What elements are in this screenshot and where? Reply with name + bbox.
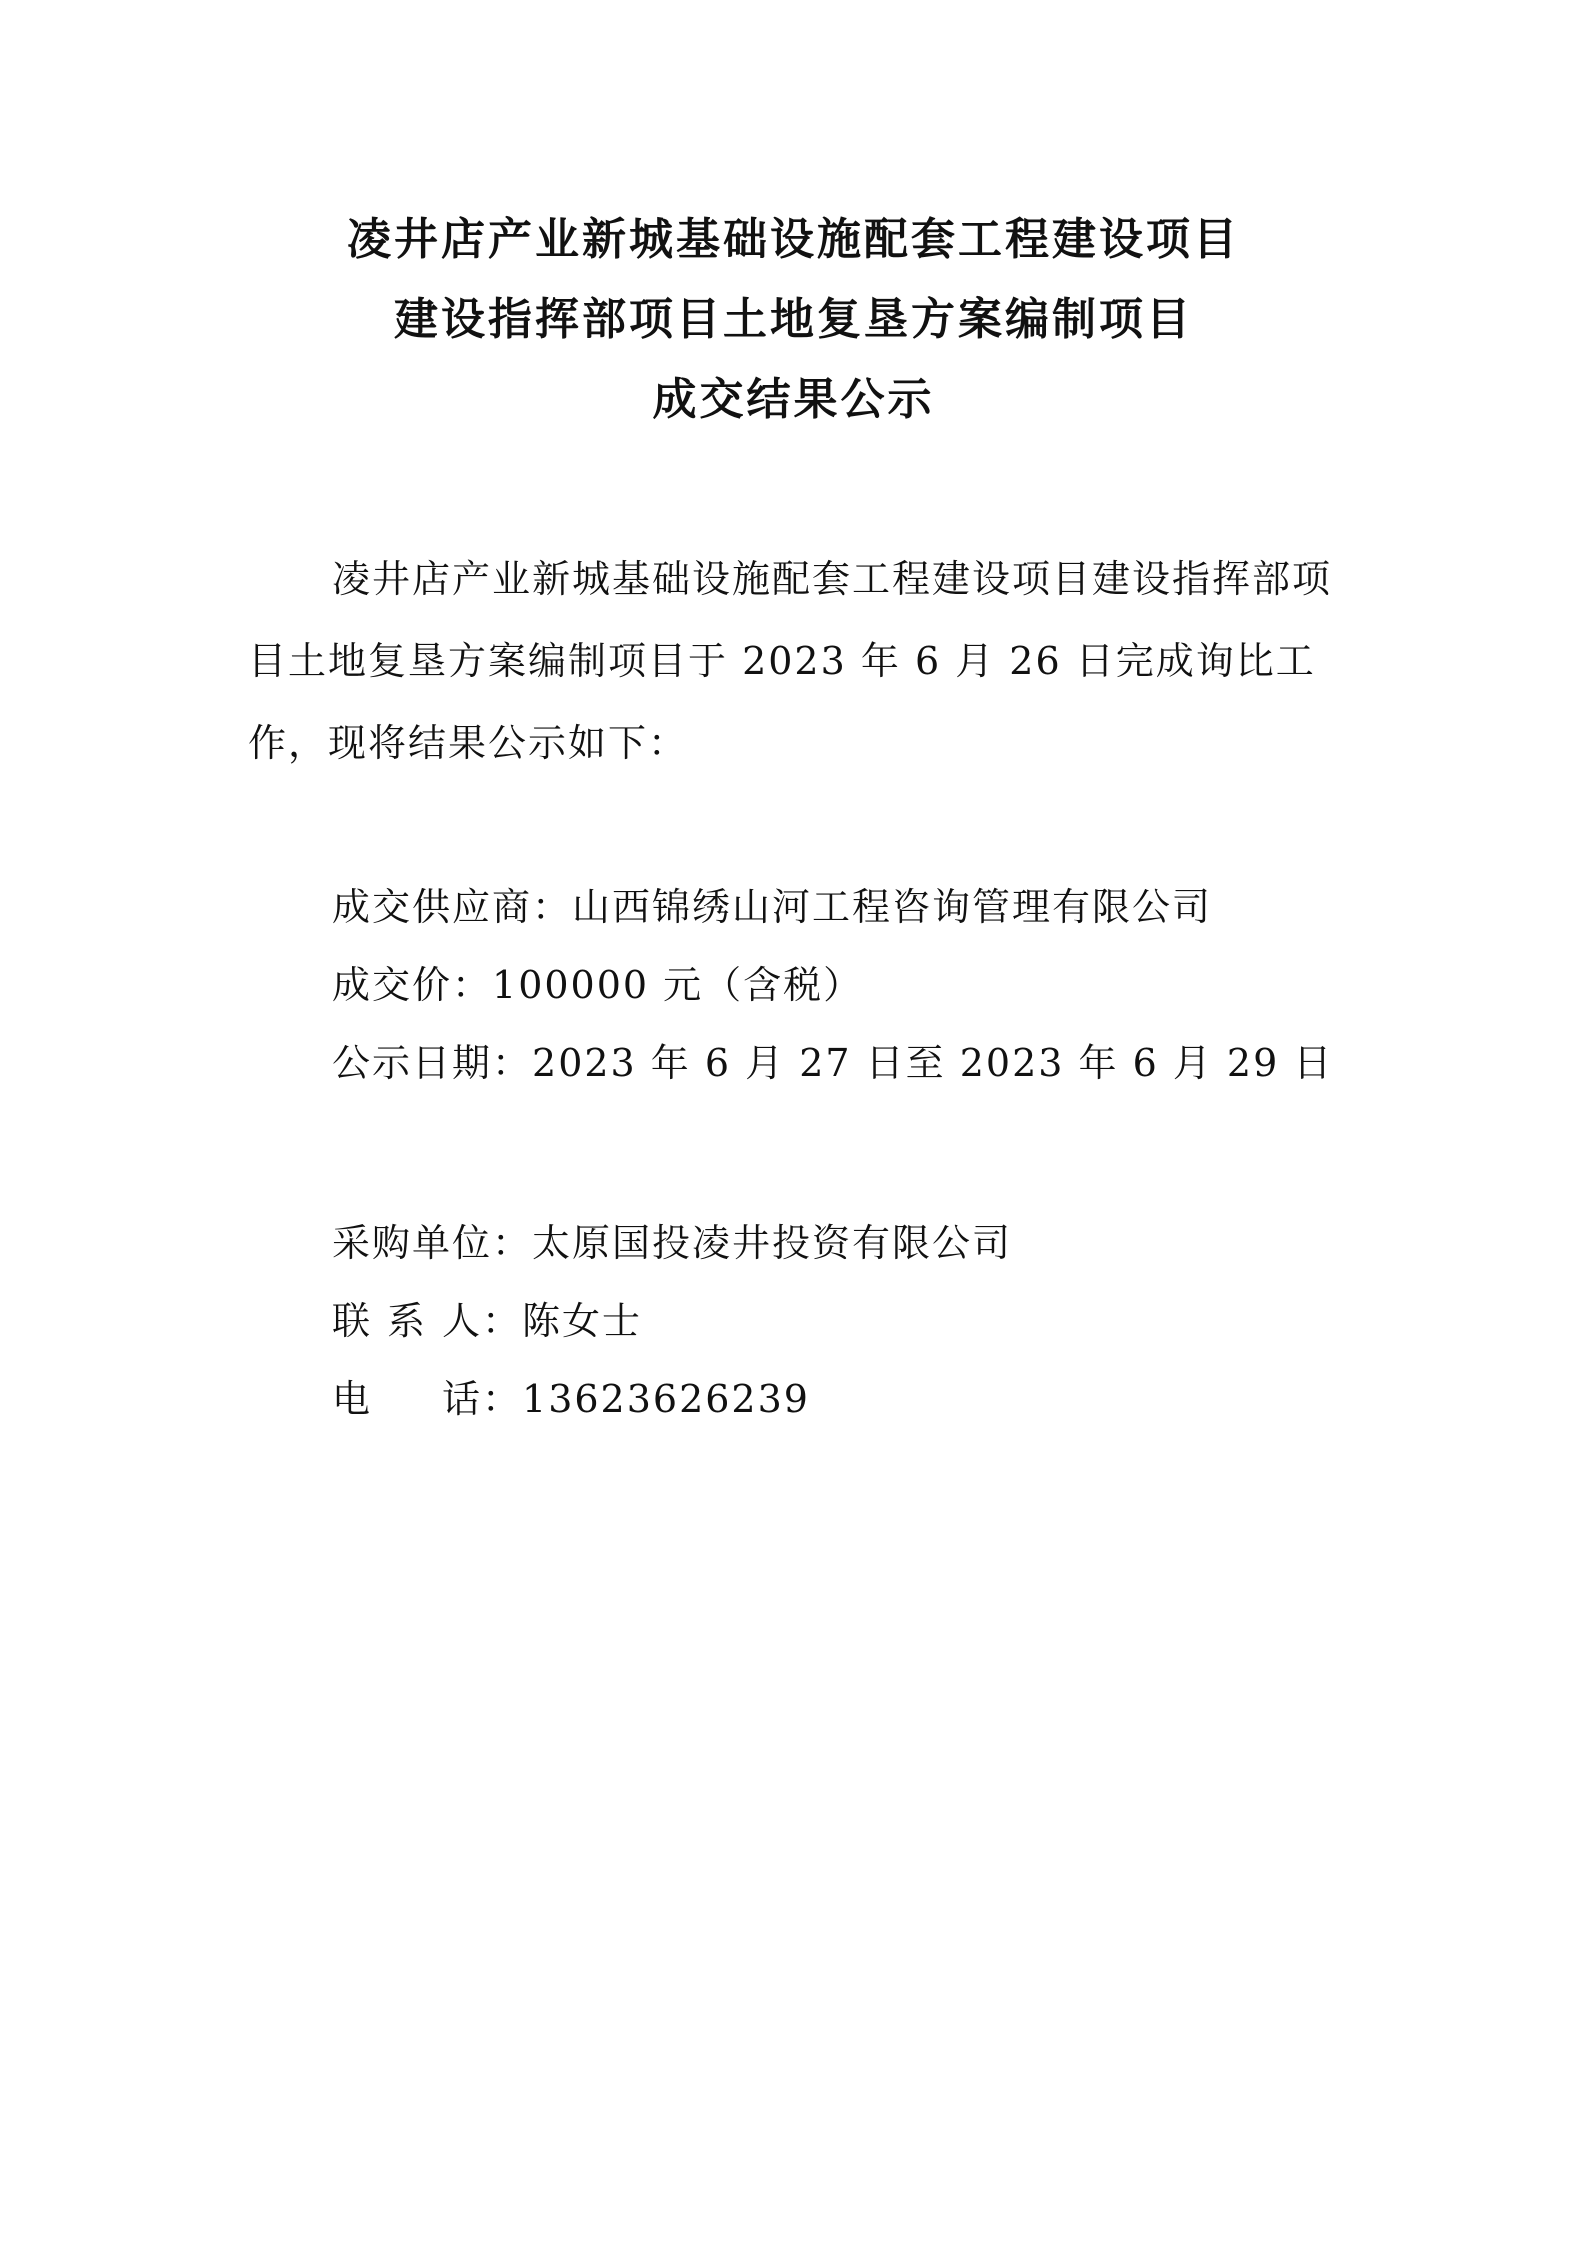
contact-person-colon: ：	[482, 1299, 523, 1343]
contact-person-row	[332, 1282, 1332, 1360]
period-value: 2023 年 6 月 27 日至 2023 年 6 月 29 日	[532, 1041, 1334, 1085]
intro-paragraph: 凌井店产业新城基础设施配套工程建设项目建设指挥部项目土地复垦方案编制项目于 2023 年 6 月 26 日完成询比工作，现将结果公示如下：	[248, 557, 1333, 765]
phone-row	[332, 1360, 1332, 1438]
title-line-1: 凌井店产业新城基础设施配套工程建设项目	[347, 214, 1240, 265]
phone-value: 13623626239	[522, 1377, 810, 1421]
supplier-label: 成交供应商：	[332, 885, 573, 929]
announcement-title	[0, 200, 1587, 440]
price-label: 成交价：	[332, 963, 493, 1007]
buyer-row	[332, 1204, 1332, 1282]
contact-person-label: 联 系 人	[332, 1299, 482, 1343]
period-label: 公示日期：	[332, 1041, 533, 1085]
buyer-label: 采购单位：	[332, 1221, 533, 1265]
price-value: 100000 元（含税）	[492, 963, 864, 1007]
price-row	[332, 946, 1332, 1024]
contact-person-value: 陈女士	[522, 1299, 643, 1343]
phone-colon: ：	[482, 1377, 523, 1421]
title-line-2: 建设指挥部项目土地复垦方案编制项目	[394, 294, 1193, 345]
buyer-value: 太原国投凌井投资有限公司	[532, 1221, 1013, 1265]
supplier-value: 山西锦绣山河工程咨询管理有限公司	[572, 885, 1213, 929]
contact-info	[332, 1204, 1332, 1438]
phone-label: 电 话	[332, 1377, 482, 1421]
period-row	[332, 1024, 1332, 1102]
title-line-3: 成交结果公示	[652, 374, 935, 425]
supplier-row	[332, 868, 1332, 946]
deal-info	[332, 868, 1332, 1102]
